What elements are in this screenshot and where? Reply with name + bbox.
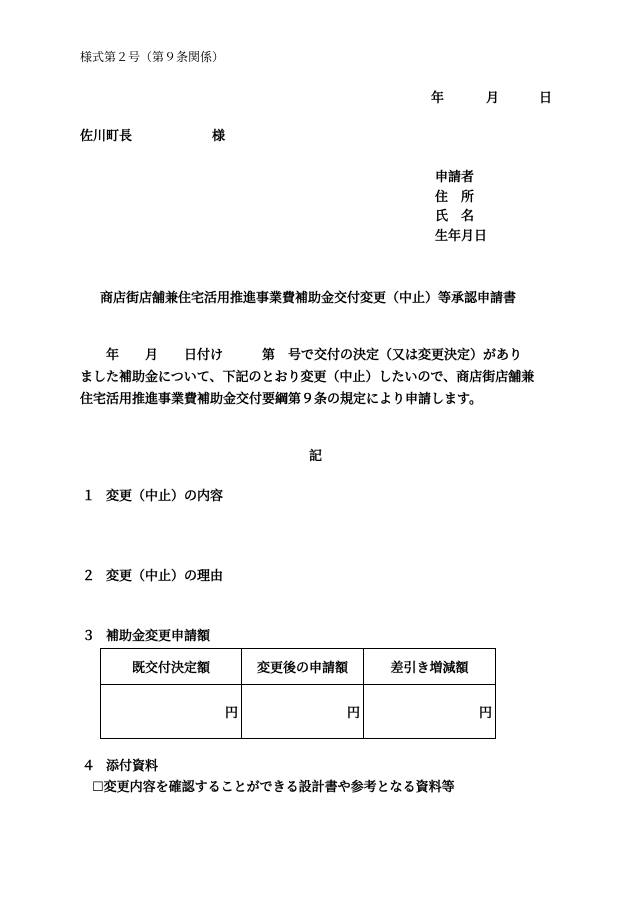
table-value-row xyxy=(101,685,496,739)
applicant-address-label: 住 所 xyxy=(435,190,475,205)
section-number: ３ xyxy=(82,629,96,644)
attachment-text: 変更内容を確認することができる設計書や参考となる資料等 xyxy=(103,780,455,795)
header-existing-amount: 既交付決定額 xyxy=(101,649,242,685)
section-number: ２ xyxy=(82,569,96,584)
ki-heading: 記 xyxy=(309,449,323,464)
body-line-2: ました補助金について、下記のとおり変更（中止）したいので、商店街店舗兼 xyxy=(80,370,535,385)
date-month: 月 xyxy=(486,91,500,106)
header-difference: 差引き増減額 xyxy=(364,649,496,685)
section-label: 補助金変更申請額 xyxy=(106,629,211,644)
section-number: ４ xyxy=(82,759,96,774)
difference-cell[interactable]: 円 xyxy=(364,685,496,739)
date-day: 日 xyxy=(539,91,553,106)
checkbox-icon[interactable]: ☐ xyxy=(92,780,104,795)
addressee-honorific: 様 xyxy=(212,129,226,144)
date-year: 年 xyxy=(431,91,445,106)
addressee-name: 佐川町長 xyxy=(80,129,133,144)
section-number: １ xyxy=(82,489,96,504)
applicant-heading: 申請者 xyxy=(435,170,475,185)
attachment-item xyxy=(92,781,455,794)
existing-amount-cell[interactable]: 円 xyxy=(101,685,242,739)
table-header-row xyxy=(101,649,496,685)
body-line-1: 年 月 日付け 第 号で交付の決定（又は変更決定）があり xyxy=(80,348,523,363)
applicant-name-label: 氏 名 xyxy=(435,209,475,224)
applicant-birthdate-label: 生年月日 xyxy=(435,229,488,244)
body-line-3: 住宅活用推進事業費補助金交付要綱第９条の規定により申請します。 xyxy=(80,392,482,407)
amount-table xyxy=(100,648,496,739)
document-title: 商店街店舗兼住宅活用推進事業費補助金交付変更（中止）等承認申請書 xyxy=(100,291,517,306)
header-revised-amount: 変更後の申請額 xyxy=(242,649,364,685)
section-label: 変更（中止）の内容 xyxy=(106,489,224,504)
revised-amount-cell[interactable]: 円 xyxy=(242,685,364,739)
body-paragraph xyxy=(80,345,550,411)
section-label: 変更（中止）の理由 xyxy=(106,569,224,584)
form-number: 様式第２号（第９条関係） xyxy=(80,50,225,64)
section-label: 添付資料 xyxy=(106,759,159,774)
